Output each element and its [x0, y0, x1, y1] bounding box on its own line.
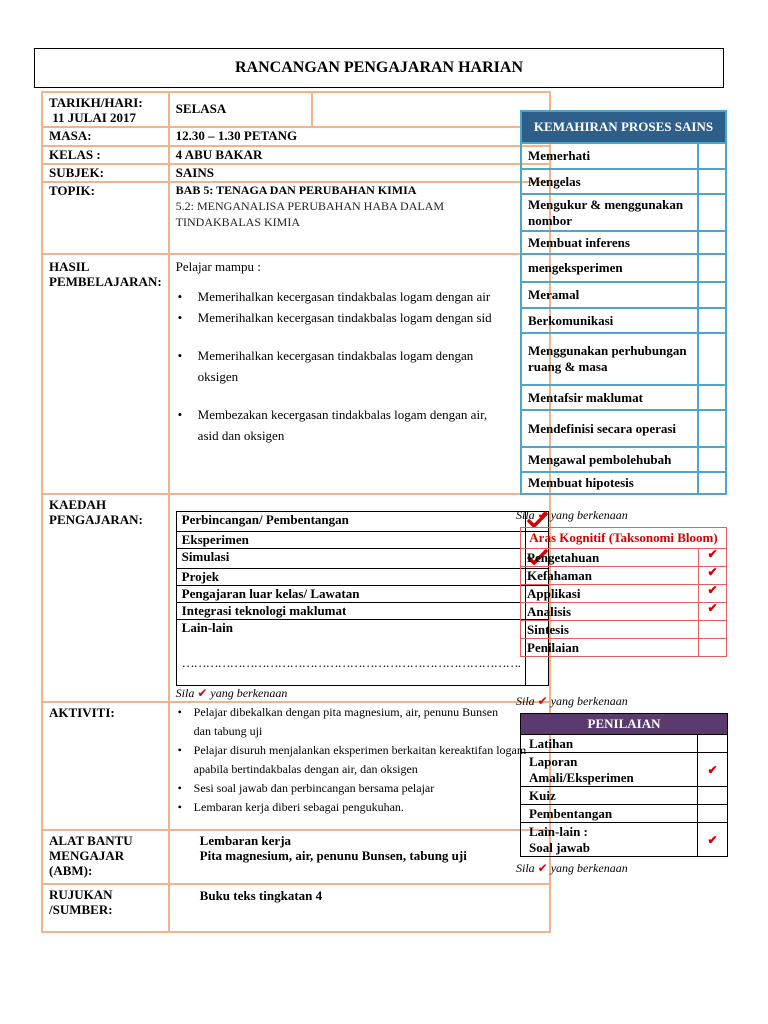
penilaian-checkbox[interactable] [698, 787, 728, 805]
kaedah-item-label: Integrasi teknologi maklumat [176, 603, 525, 620]
bloom-checkbox[interactable] [699, 603, 727, 621]
topik-sub: 5.2: MENGANALISA PERUBAHAN HABA DALAM TINDAKBALAS KIMIA [175, 199, 445, 229]
tarikh-date: 11 JULAI 2017 [52, 110, 137, 125]
red-tick-icon: ✔ [707, 762, 718, 777]
note-prefix: Sila [516, 694, 535, 708]
red-tick-icon: ✔ [707, 832, 718, 847]
note-suffix: yang berkenaan [550, 508, 628, 522]
rujukan-label: RUJUKAN /SUMBER: [42, 884, 169, 932]
red-tick-icon: ✔ [707, 565, 718, 579]
abm-line2: Pita magnesium, air, penunu Bunsen, tabung uji [199, 848, 467, 863]
kps-item: Meramal [521, 282, 698, 308]
penilaian-note [516, 861, 628, 876]
subjek-value: SAINS [169, 164, 550, 182]
kaedah-item-label: Simulasi [176, 549, 525, 569]
kps-checkbox[interactable] [698, 308, 726, 333]
note-suffix: yang berkenaan [210, 686, 288, 700]
bloom-item: Penilaian [521, 639, 699, 657]
note-suffix: yang berkenaan [550, 861, 628, 875]
kps-checkbox[interactable] [698, 143, 726, 169]
kps-checkbox[interactable] [698, 282, 726, 308]
penilaian-checkbox[interactable] [698, 805, 728, 823]
hasil-item: • Memerihalkan kecergasan tindakbalas logam dengan oksigen [176, 345, 543, 387]
hasil-label: HASIL PEMBELAJARAN: [42, 254, 169, 494]
penilaian-item: Lain-lain : Soal jawab [521, 823, 698, 857]
kaedah-lain-label: Lain-lain [181, 620, 233, 635]
penilaian-header: PENILAIAN [521, 714, 728, 735]
bloom-checkbox[interactable] [699, 621, 727, 639]
red-tick-icon: ✔ [707, 601, 718, 615]
kaedah-note [176, 686, 549, 700]
subjek-label: SUBJEK: [42, 164, 169, 182]
small-tick-icon: ✔ [537, 508, 548, 522]
hasil-item: • Memerihalkan kecergasan tindakbalas logam dengan sid [176, 307, 543, 328]
hasil-item: • Membezakan kecergasan tindakbalas logam dengan air, asid dan oksigen [176, 404, 543, 446]
kaedah-lain-dots: …………………………………………………………………………. [181, 657, 520, 670]
kaedah-item-label: Projek [176, 569, 525, 586]
bloom-note [516, 694, 628, 709]
topik-cell [169, 182, 550, 254]
kps-item: Memerhati [521, 143, 698, 169]
kaedah-item-label: Perbincangan/ Pembentangan [176, 512, 525, 532]
bloom-checkbox[interactable] [699, 585, 727, 603]
kps-checkbox[interactable] [698, 231, 726, 254]
tarikh-label [42, 92, 169, 127]
bloom-item: Pengetahuan [521, 549, 699, 567]
hasil-list [176, 286, 543, 446]
bloom-checkbox[interactable] [699, 549, 727, 567]
topik-label: TOPIK: [42, 182, 169, 254]
abm-cell [169, 830, 550, 884]
aktiviti-cell [169, 702, 550, 830]
kelas-value: 4 ABU BAKAR [169, 146, 550, 164]
lesson-plan-table [41, 91, 551, 933]
kps-header: KEMAHIRAN PROSES SAINS [521, 111, 726, 143]
penilaian-checkbox[interactable] [698, 753, 728, 787]
small-tick-icon: ✔ [197, 686, 208, 700]
hasil-cell [169, 254, 550, 494]
penilaian-checkbox[interactable] [698, 735, 728, 753]
abm-label: ALAT BANTU MENGAJAR (ABM): [42, 830, 169, 884]
aktiviti-item: • Sesi soal jawab dan perbincangan bersama pelajar [170, 779, 537, 798]
kelas-label: KELAS : [42, 146, 169, 164]
kps-item: Mentafsir maklumat [521, 385, 698, 410]
rujukan-value: Buku teks tingkatan 4 [169, 884, 550, 932]
penilaian-item: Pembentangan [521, 805, 698, 823]
kps-checkbox[interactable] [698, 254, 726, 282]
kps-item: mengeksperimen [521, 254, 698, 282]
masa-label: MASA: [42, 127, 169, 146]
bloom-table [520, 527, 727, 657]
kps-note [516, 508, 628, 523]
tarikh-label-text: TARIKH/HARI: [49, 95, 143, 110]
aktiviti-item: • Pelajar dibekalkan dengan pita magnesium, air, penunu Bunsen dan tabung uji [170, 703, 537, 741]
note-prefix: Sila [516, 861, 535, 875]
kaedah-label: KAEDAH PENGAJARAN: [42, 494, 169, 702]
kps-checkbox[interactable] [698, 385, 726, 410]
abm-line1: Lembaran kerja [199, 833, 292, 848]
kps-checkbox[interactable] [698, 472, 726, 494]
aktiviti-label: AKTIVITI: [42, 702, 169, 830]
small-tick-icon: ✔ [537, 861, 548, 875]
kps-checkbox[interactable] [698, 194, 726, 231]
bloom-item: Kefahaman [521, 567, 699, 585]
kps-item: Berkomunikasi [521, 308, 698, 333]
page-title: RANCANGAN PENGAJARAN HARIAN [34, 48, 724, 88]
kps-checkbox[interactable] [698, 169, 726, 194]
penilaian-item: Laporan Amali/Eksperimen [521, 753, 698, 787]
masa-value: 12.30 – 1.30 PETANG [169, 127, 550, 146]
aktiviti-item: • Pelajar disuruh menjalankan eksperimen berkaitan kereaktifan logam apabila bertindakbalas dengan air, dan oksigen [170, 741, 537, 779]
kps-item: Mendefinisi secara operasi [521, 410, 698, 447]
kaedah-item-label: Pengajaran luar kelas/ Lawatan [176, 586, 525, 603]
penilaian-checkbox[interactable] [698, 823, 728, 857]
kps-checkbox[interactable] [698, 333, 726, 385]
kps-item: Mengukur & menggunakan nombor [521, 194, 698, 231]
red-tick-icon: ✔ [707, 583, 718, 597]
topik-main: BAB 5: TENAGA DAN PERUBAHAN KIMIA [175, 183, 417, 197]
hasil-item: • Memerihalkan kecergasan tindakbalas logam dengan air [176, 286, 543, 307]
penilaian-table [520, 713, 728, 857]
aktiviti-list [170, 703, 537, 817]
kps-checkbox[interactable] [698, 447, 726, 472]
kps-item: Mengawal pembolehubah [521, 447, 698, 472]
kps-item: Mengelas [521, 169, 698, 194]
note-prefix: Sila [175, 686, 195, 700]
red-tick-icon: ✔ [707, 547, 718, 561]
tarikh-day-cell [169, 92, 550, 127]
note-prefix: Sila [516, 508, 535, 522]
kps-table [520, 110, 727, 495]
tarikh-day: SELASA [170, 93, 313, 126]
bloom-item: Analisis [521, 603, 699, 621]
aktiviti-item: • Lembaran kerja diberi sebagai pengukuhan. [170, 798, 537, 817]
bloom-checkbox[interactable] [699, 567, 727, 585]
penilaian-item: Kuiz [521, 787, 698, 805]
penilaian-item: Latihan [521, 735, 698, 753]
bloom-item: Applikasi [521, 585, 699, 603]
kps-checkbox[interactable] [698, 410, 726, 447]
kaedah-item-label: Eksperimen [176, 532, 525, 549]
hasil-intro: Pelajar mampu : [175, 259, 261, 274]
kaedah-lain-cell [176, 620, 525, 686]
bloom-header: Aras Kognitif (Taksonomi Bloom) [521, 528, 727, 549]
kaedah-table [176, 511, 549, 686]
kaedah-cell [169, 494, 550, 702]
kps-item: Menggunakan perhubungan ruang & masa [521, 333, 698, 385]
kps-item: Membuat hipotesis [521, 472, 698, 494]
kps-item: Membuat inferens [521, 231, 698, 254]
note-suffix: yang berkenaan [550, 694, 628, 708]
bloom-item: Sintesis [521, 621, 699, 639]
tarikh-empty-cell [313, 93, 549, 126]
small-tick-icon: ✔ [537, 694, 548, 708]
bloom-checkbox[interactable] [699, 639, 727, 657]
